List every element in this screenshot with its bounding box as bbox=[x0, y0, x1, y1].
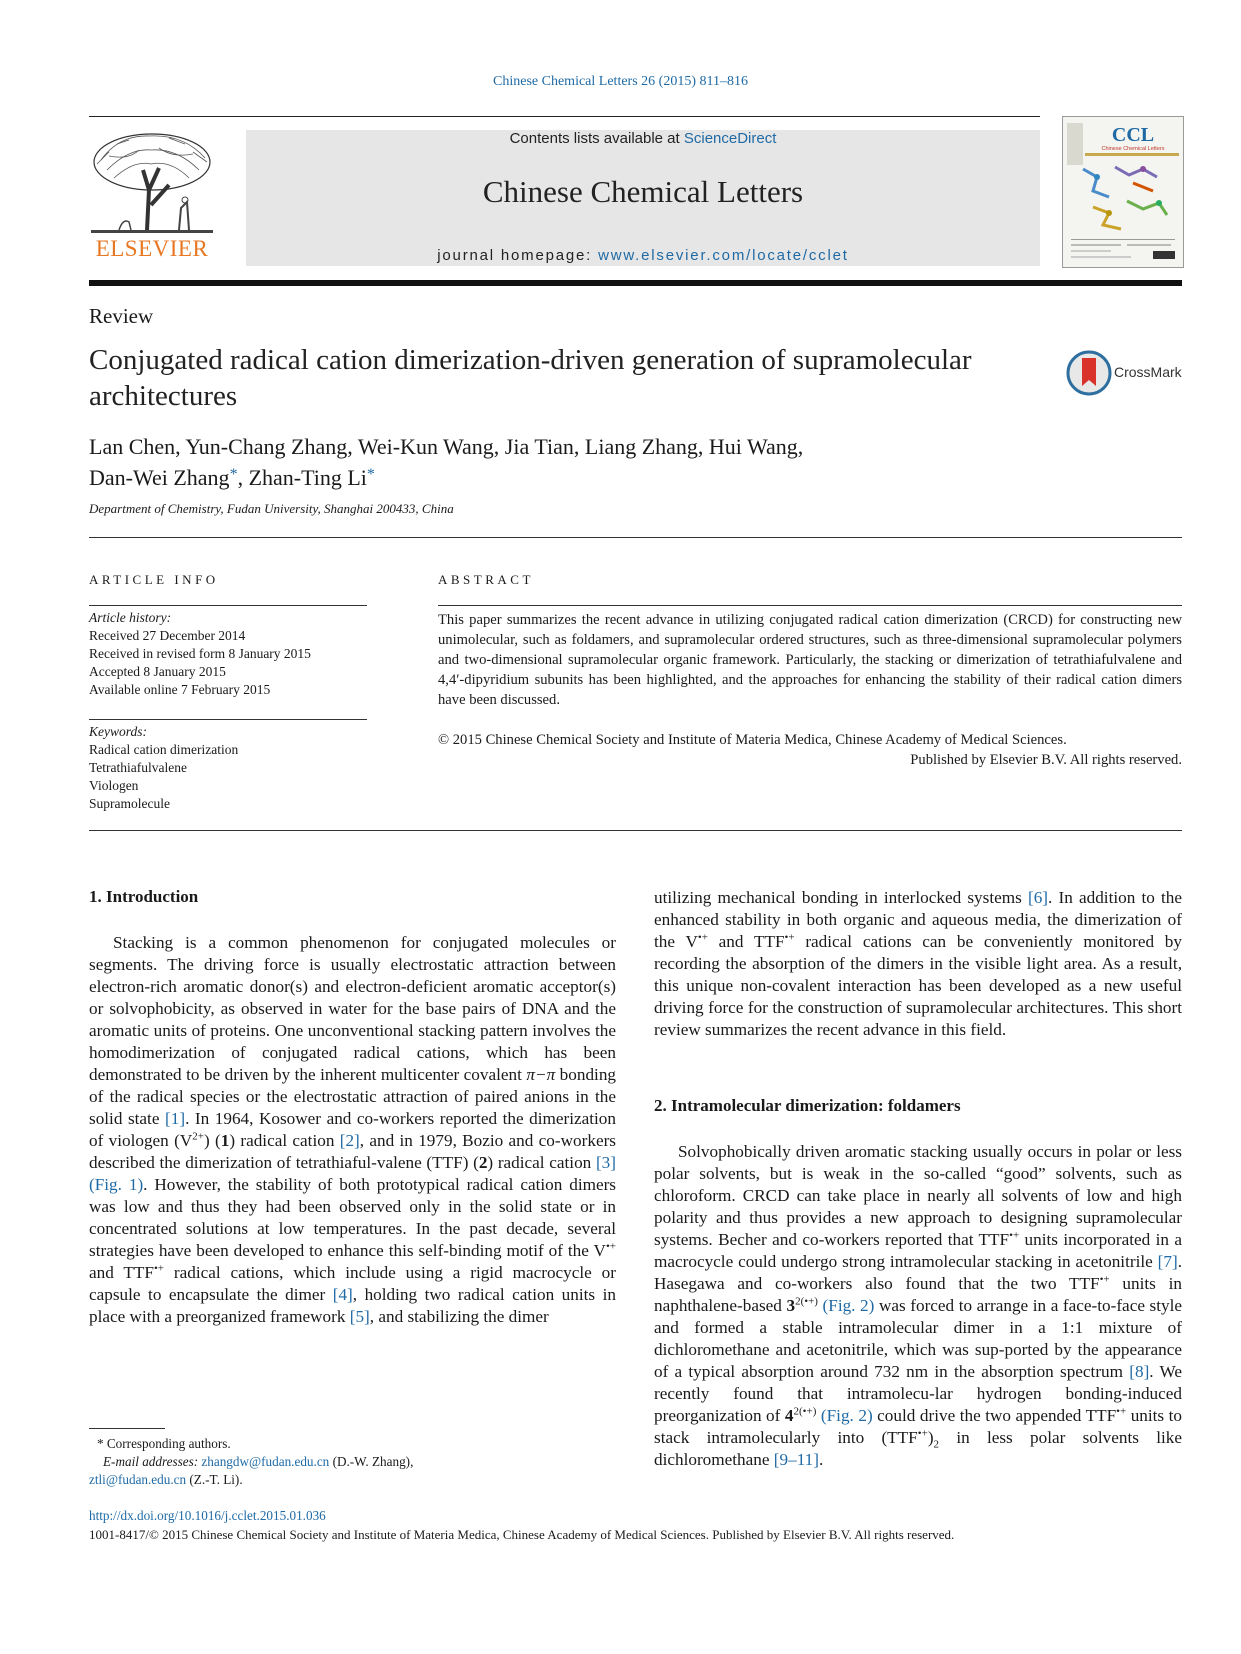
history-item: Received in revised form 8 January 2015 bbox=[89, 646, 311, 661]
journal-title: Chinese Chemical Letters bbox=[482, 174, 804, 209]
figure-link[interactable]: (Fig. 2) bbox=[820, 1406, 873, 1425]
ref-link[interactable]: [3] bbox=[595, 1153, 616, 1172]
journal-cover-image bbox=[1063, 117, 1183, 267]
ref-link[interactable]: [2] bbox=[339, 1131, 360, 1150]
abstract-publisher-line: Published by Elsevier B.V. All rights reserved. bbox=[910, 752, 1182, 768]
abstract-copyright bbox=[438, 730, 1182, 770]
ref-link[interactable]: [6] bbox=[1027, 888, 1049, 907]
article-type: Review bbox=[89, 304, 154, 328]
abstract-copyright-line: © 2015 Chinese Chemical Society and Institute of Materia Medica, Chinese Academy of Medical Sciences. bbox=[438, 732, 1067, 748]
header-rule bbox=[89, 116, 1040, 117]
journal-reference[interactable]: Chinese Chemical Letters 26 (2015) 811–816 bbox=[493, 74, 748, 89]
homepage-link[interactable]: www.elsevier.com/locate/cclet bbox=[598, 247, 849, 264]
figure-link[interactable]: (Fig. 2) bbox=[822, 1296, 875, 1315]
doi-link[interactable]: http://dx.doi.org/10.1016/j.cclet.2015.01.036 bbox=[89, 1508, 326, 1523]
article-title: Conjugated radical cation dimerization-driven generation of supramolecular architectures bbox=[89, 344, 972, 412]
foldamers-paragraph: Solvophobically driven aromatic stacking usually occurs in polar or less polar solvents, but is weak in the so-called “good” solvents, such as chloroform. CRCD can take place in nearly all solvents of low and high polarity and thus provides a new approach to designing supramolecular systems. Becher and co-workers reported that TTF•+ units incorporated in a macrocycle could undergo strong intramolecular stacking in acetonitrile [7]. Hasegawa and co-workers also found that the two TTF•+ units in naphthalene-based $3^{2(•+)}$ (Fig. 2) was forced to arrange in a face-to-face style and formed a stable intramolecular dimer in a 1:1 mixture of dichloromethane and acetonitrile, which was sup-ported by the appearance of a typical absorption around 732 nm in the absorption spectrum [8]. We recently found that intramolecu-lar hydrogen bonding-induced preorganization of $4^{2(•+)}$ (Fig. 2) could drive the two appended TTF•+ units to stack intramolecularly into $(TTF^{•+})_2$ in less polar solvents like dichloromethane [9–11]. bbox=[654, 1142, 1183, 1469]
elsevier-logo bbox=[89, 130, 215, 270]
history-item: Accepted 8 January 2015 bbox=[89, 664, 226, 679]
footnote-corresponding: Corresponding authors. bbox=[103, 1436, 231, 1451]
email-owner: (D.-W. Zhang), bbox=[329, 1454, 414, 1469]
keyword-item: Viologen bbox=[89, 778, 139, 793]
email-label: E-mail addresses: bbox=[103, 1454, 199, 1469]
cover-ccl-label: CCL bbox=[1111, 124, 1155, 146]
crossmark-badge[interactable] bbox=[1066, 350, 1196, 396]
introduction-paragraph: Stacking is a common phenomenon for conjugated molecules or segments. The driving force is usually electrostatic attraction between electron-rich aromatic donor(s) and electron-deficient aromatic acceptor(s) or solvophobicity, as observed in water for the base pairs of DNA and the aromatic units of proteins. One unconventional stacking pattern involves the homodimerization of conjugated radical cations, which has been demonstrated to be driven by the inherent multicenter covalent π−π bonding of the radical species or the electrostatic attraction of paired anions in the solid state [1]. In 1964, Kosower and co-workers reported the dimerization of viologen $(V^{2+})$ (1) radical cation [2], and in 1979, Bozio and co-workers described the dimerization of tetrathiaful-valene (TTF) (2) radical cation [3] (Fig. 1). However, the stability of both prototypical radical cation dimers was low and thus they had been observed only in the solid state or in concentrated solutions at low temperatures. In the past decade, several strategies have been developed to enhance this self-binding motif of the V•+ and TTF•+ radical cations, which include using a rigid macrocycle or capsule to encapsulate the dimer [4], holding two radical cation units in place with a preorganized framework [5], and stabilizing the dimer bbox=[89, 933, 617, 1326]
homepage-line bbox=[246, 247, 1040, 264]
history-label: Article history: bbox=[89, 610, 172, 625]
header-rule-thick bbox=[89, 280, 1182, 286]
email-owner: (Z.-T. Li). bbox=[186, 1472, 243, 1487]
homepage-prefix: journal homepage: bbox=[437, 247, 599, 264]
cover-journal-label: Chinese Chemical Letters bbox=[1101, 146, 1165, 152]
section-1-heading: 1. Introduction bbox=[89, 887, 199, 906]
abstract-rule bbox=[438, 605, 1182, 606]
corresponding-marker[interactable]: * bbox=[366, 466, 375, 483]
section-2-heading: 2. Intramolecular dimerization: foldamers bbox=[654, 1096, 961, 1115]
journal-cover-thumbnail[interactable] bbox=[1062, 116, 1184, 268]
journal-header-box bbox=[246, 130, 1040, 266]
email-link-zhang[interactable]: zhangdw@fudan.edu.cn bbox=[201, 1454, 330, 1469]
footnote-rule bbox=[89, 1428, 165, 1429]
article-info-rule bbox=[89, 605, 367, 606]
elsevier-wordmark: ELSEVIER bbox=[95, 236, 209, 261]
ref-link[interactable]: [1] bbox=[165, 1109, 186, 1128]
ref-link[interactable]: [9–11] bbox=[773, 1450, 819, 1469]
abstract-heading: ABSTRACT bbox=[438, 572, 534, 587]
tree-icon bbox=[89, 130, 215, 238]
section-rule bbox=[89, 830, 1182, 831]
keywords bbox=[89, 723, 238, 813]
compound-number: 2 bbox=[478, 1153, 488, 1172]
authors-line-1: Lan Chen, Yun-Chang Zhang, Wei-Kun Wang, Jia Tian, Liang Zhang, Hui Wang, bbox=[89, 434, 804, 459]
email-link-li[interactable]: ztli@fudan.edu.cn bbox=[89, 1472, 187, 1487]
corresponding-marker[interactable]: * bbox=[229, 466, 238, 483]
crossmark-icon bbox=[1066, 350, 1112, 396]
ref-link[interactable]: [4] bbox=[332, 1285, 353, 1304]
bottom-copyright: 1001-8417/© 2015 Chinese Chemical Society and Institute of Materia Medica, Chinese Academy of Medical Sciences. Published by Elsevier B.V. All rights reserved. bbox=[89, 1527, 955, 1542]
keywords-label: Keywords: bbox=[89, 724, 147, 739]
article-history bbox=[89, 609, 311, 699]
author-separator: , bbox=[237, 465, 249, 490]
keyword-item: Supramolecule bbox=[89, 796, 170, 811]
ref-link[interactable]: [5] bbox=[349, 1307, 370, 1326]
contents-line bbox=[246, 130, 1040, 147]
ref-link[interactable]: [8] bbox=[1129, 1362, 1150, 1381]
author-list bbox=[89, 433, 1039, 492]
compound-number: 4 bbox=[784, 1406, 794, 1425]
abstract-text: This paper summarizes the recent advance in utilizing conjugated radical cation dimerization (CRCD) for constructing new unimolecular, such as foldamers, and supramolecular ordered structures, such as three-dimensional supramolecular polymers and two-dimensional supramolecular organic framework. Particularly, the stacking or dimerization of tetrathiafulvalene and 4,4′-dipyridium subunits has been highlighted, and the approaches for enhancing the stability of their radical cation dimers have been discussed. bbox=[438, 612, 1182, 708]
introduction-continuation: utilizing mechanical bonding in interlocked systems [6]. In addition to the enhanced stability in both organic and aqueous media, the dimerization of the V•+ and TTF•+ radical cations can be conveniently monitored by recording the absorption of the dimers in the visible light area. As a result, this unique non-covalent interaction has been developed as a new useful driving force for the construction of supramolecular architectures. This short review summarizes the recent advance in this field. bbox=[654, 888, 1182, 1039]
pi-pi-symbol: π−π bbox=[526, 1065, 556, 1084]
compound-number: 1 bbox=[220, 1131, 230, 1150]
history-item: Received 27 December 2014 bbox=[89, 628, 246, 643]
history-item: Available online 7 February 2015 bbox=[89, 682, 271, 697]
keyword-item: Radical cation dimerization bbox=[89, 742, 239, 757]
sciencedirect-link[interactable]: ScienceDirect bbox=[683, 130, 777, 147]
keyword-item: Tetrathiafulvalene bbox=[89, 760, 188, 775]
section-rule bbox=[89, 537, 1182, 538]
article-info-rule bbox=[89, 719, 367, 720]
compound-number: 3 bbox=[786, 1296, 796, 1315]
author-dan-wei-zhang: Dan-Wei Zhang bbox=[89, 465, 230, 490]
ref-link[interactable]: [7] bbox=[1157, 1252, 1178, 1271]
contents-prefix: Contents lists available at bbox=[509, 130, 684, 147]
footnote-mark: * bbox=[97, 1436, 104, 1451]
figure-link[interactable]: (Fig. 1) bbox=[89, 1175, 144, 1194]
footnote bbox=[89, 1435, 413, 1489]
author-zhan-ting-li: Zhan-Ting Li bbox=[248, 465, 367, 490]
affiliation: Department of Chemistry, Fudan University, Shanghai 200433, China bbox=[89, 501, 454, 516]
article-info-heading: ARTICLE INFO bbox=[89, 572, 219, 587]
crossmark-label: CrossMark bbox=[1114, 364, 1182, 380]
